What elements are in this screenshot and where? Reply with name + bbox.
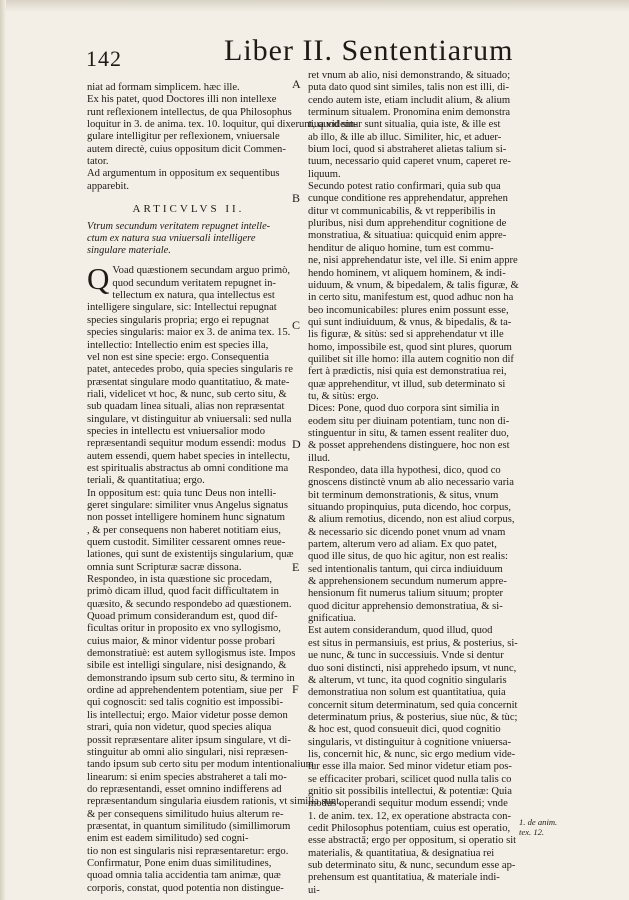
text-line: esse abstractā; ergo per oppositum, si operatio sit xyxy=(308,835,517,847)
text-line: & posset apprehendens distinguere, hoc non est xyxy=(308,440,510,452)
text-line: Ex his patet, quod Doctores illi non intellexe xyxy=(87,94,277,106)
text-line: qui sunt indiuiduum, & vnus, & bipedalis, & ta- xyxy=(308,316,512,328)
page-number: 142 xyxy=(86,46,122,71)
text-line: quæsito, & secundo respondebo ad quæstionem. xyxy=(87,598,292,610)
text-line: illud. xyxy=(308,452,331,464)
text-line: autem directè, cuius oppositum dicit Commen- xyxy=(87,143,286,155)
text-line: determinatum prius, & posterius, siue nùc, & tùc; xyxy=(308,711,518,723)
text-line: & per consequens similitudo huius alterum re- xyxy=(87,808,284,820)
text-line: geret singulare: similiter vnus Angelus signatus xyxy=(87,499,288,511)
text-line: ret vnum ab alio, nisi demonstrando, & situado; xyxy=(308,70,511,81)
text-line: corporis, constat, quod potentia non distingue- xyxy=(87,882,284,894)
text-line: hensionum fit numerus talium situum; propter xyxy=(308,588,504,600)
text-line: singularis, vt distinguitur à cognitione vniuersa- xyxy=(308,736,512,748)
text-line: & alium remotius, dicendo, non est aliud corpus, xyxy=(308,514,515,526)
text-line: quoad omnia talia accidentia tam animæ, quæ xyxy=(87,870,281,882)
text-line: situando propinquius, puta dicendo, hoc corpus, xyxy=(308,502,512,514)
text-line: ab illo, & ille ab illuc. Similiter, hic, et aduer- xyxy=(308,131,502,143)
text-line: eodem situ per diuinam potentiam, tunc non di- xyxy=(308,415,510,427)
text-line: Secundo potest ratio confirmari, quia sub qua xyxy=(308,181,501,193)
text-line: tiua videntur sunt situalia, quia iste, & ille est xyxy=(308,119,501,131)
drop-cap: Q xyxy=(87,261,110,297)
text-line: cuius maior, & minor videntur posse probari xyxy=(87,635,276,647)
text-line: lis intellectui; ergo. Maior videtur posse demon xyxy=(87,709,288,721)
text-line: est situs in permansiuis, est prius, & posterius, si- xyxy=(308,637,518,649)
text-line: species singularis: maior ex 3. de anima tex. 15. xyxy=(87,327,291,339)
text-line: intelligere singulare, sic: Intellectui repugnat xyxy=(87,302,277,314)
text-line: & necessario sic dicendo ponet vnum ad vnam xyxy=(308,526,506,538)
text-line: liquum. xyxy=(308,168,341,180)
text-line: gulare intelligitur per reflexionem, vniuersale xyxy=(87,131,280,143)
text-line: autem essendi, quem habet species in intellectu, xyxy=(87,450,290,462)
text-line: primò dicam illud, quod facit difficultatem in xyxy=(87,586,279,598)
text-line: , & per consequens non haberet notitiam eius, xyxy=(87,524,281,536)
text-line: stinguentur in situ, & tamen essent realiter duo, xyxy=(308,427,509,439)
text-line: quod dicitur apprehensio demonstratiua, & si- xyxy=(308,600,503,612)
margin-marker-d: D xyxy=(292,437,301,451)
text-line: Dices: Pone, quod duo corpora sint similia in xyxy=(308,403,500,415)
article-title: ARTICVLVS II. xyxy=(132,203,245,216)
text-line: se efficaciter probari, scilicet quod nulla talis co xyxy=(308,773,512,785)
text-line: in certo situ, manifestum est, quod adhuc non ha xyxy=(308,292,514,304)
text-line: cendo autem iste, etiam includit alium, & alium xyxy=(308,94,511,106)
margin-marker-b: B xyxy=(292,191,301,205)
text-line: bium loci, quod si abstraheret alietas talium si- xyxy=(308,144,507,156)
text-line: linearum: si enim species abstraheret a tali mo- xyxy=(87,771,287,783)
article-question xyxy=(87,221,290,257)
text-line: partem, alterum vero ad aliam. Ex quo patet, xyxy=(308,539,497,551)
text-line: possit repræsentare aliter ipsum singulare, vt di- xyxy=(87,734,291,746)
text-line: riali, videlicet vt hoc, & nunc, sub certo situ, & xyxy=(87,388,287,400)
text-line: bit terminum demonstrationis, & situs, vnum xyxy=(308,489,499,501)
text-line: tur esse illa maior. Sed minor videtur etiam pos- xyxy=(308,761,512,773)
question-line: ctum ex natura sua vniuersali intelligere xyxy=(87,233,256,245)
text-line: lationes, qui sunt de existentijs singularium, quæ xyxy=(87,549,294,561)
text-line: species in intellectu est vniuersalior modo xyxy=(87,425,265,437)
text-line: qui cognoscit: sed talis cognitio est impossibi- xyxy=(87,697,283,709)
margin-marker-a: A xyxy=(292,77,301,91)
marginal-line: tex. 12. xyxy=(519,827,545,837)
text-line: concernit situm determinatum, sed quia concernit xyxy=(308,699,518,711)
text-line: demonstrando ipsum sub certo situ, & termino in xyxy=(87,672,295,684)
text-line: gnificatiua. xyxy=(308,613,356,625)
text-line: niat ad formam simplicem. hæc ille. xyxy=(87,82,240,93)
text-line: stinguitur ab omni alio singulari, nisi repræsen- xyxy=(87,746,288,758)
text-line: pluribus, nisi dum apprehenditur cognitione de xyxy=(308,218,507,230)
text-line: sub quadam linea situali, alias non repræsentat xyxy=(87,401,285,413)
text-line: præsentat singulare modo quantitatiuo, & mate- xyxy=(87,376,290,388)
text-line: ue nunc, & tunc in successiuis. Vnde si dentur xyxy=(308,650,504,662)
text-line: ui- xyxy=(308,884,320,896)
text-line: prehensum est quantitatiua, & materiale indi- xyxy=(308,872,500,884)
text-line: hendo hominem, vt aliquem hominem, & indi- xyxy=(308,267,506,279)
question-line: Vtrum secundum veritatem repugnet intelle- xyxy=(87,221,271,233)
text-line: & hoc est, quod consueuit dici, quod cognitio xyxy=(308,724,501,736)
text-line: modus operandi sequitur modum essendi; vnde xyxy=(308,798,508,810)
marginal-note xyxy=(519,817,557,837)
text-line: ficultas oritur in proposito ex vno syllogismo, xyxy=(87,623,281,635)
text-line: Respondeo, in ista quæstione sic procedam, xyxy=(87,574,273,586)
running-head: Liber II. Sententiarum xyxy=(224,34,514,67)
margin-marker-f: F xyxy=(292,682,299,696)
text-line: omnia sunt Scripturæ sacræ dissona. xyxy=(87,561,242,573)
text-line: Est autem considerandum, quod illud, quod xyxy=(308,625,493,637)
text-line: est spiritualis abstractus ab omni conditione ma xyxy=(87,462,289,474)
text-line: demonstratiuè: est autem syllogismus iste. Impos xyxy=(87,648,296,660)
text-line: runt reflexionem intellectus, de qua Philosophus xyxy=(87,106,292,118)
text-line: tator. xyxy=(87,156,109,168)
text-line: In oppositum est: quia tunc Deus non intelli- xyxy=(87,487,277,499)
text-line: & apprehensionem secundum numerum appre- xyxy=(308,576,507,588)
text-line: species singularis propria; ergo ei repugnat xyxy=(87,314,269,326)
text-line: enim est eadem similitudo) sed cogni- xyxy=(87,833,249,845)
text-line: & alterum, vt tunc, ita quod cognitio singularis xyxy=(308,674,507,686)
text-line: vel non est sine specie: ergo. Consequentia xyxy=(87,351,269,363)
text-line: tio non est singularis nisi repræsentaretur: ergo. xyxy=(87,845,289,857)
text-line: Voad quæstionem secundam arguo primò, xyxy=(112,265,291,277)
text-line: duo soni distincti, nisi apprehedo ipsum, vt nunc, xyxy=(308,662,517,674)
text-line: teriali, & quantitatiua; ergo. xyxy=(87,475,205,487)
text-line: tuum, necessario quid caperet vnum, caperet re- xyxy=(308,156,511,168)
text-line: lis, concernit hic, & nunc, sic ergo medium vide- xyxy=(308,748,516,760)
marginal-line: 1. de anim. xyxy=(519,817,558,827)
page-top-edge xyxy=(0,0,629,12)
text-line: terminum situalem. Pronomina enim demonstra xyxy=(308,107,511,119)
right-column xyxy=(308,70,519,897)
text-line: monstratiua, & situatiua: quicquid enim appre- xyxy=(308,230,507,242)
text-line: tu, & sitùs: ergo. xyxy=(308,390,379,402)
text-line: Confirmatur, Pone enim duas similitudines, xyxy=(87,857,272,869)
text-line: quem custodit. Similiter cessarent omnes reue- xyxy=(87,537,286,548)
text-line: quod ille situs, de quo hic agitur, non est realis: xyxy=(308,551,508,563)
text-line: intellectio: Intellectio enim est species illa, xyxy=(87,339,269,351)
margin-marker-c: C xyxy=(292,318,301,332)
text-line: ordine ad apprehendentem potentiam, siue per xyxy=(87,685,283,697)
text-line: Ad argumentum in oppositum ex sequentibus xyxy=(87,168,280,180)
text-line: patet, antecedes probo, quia species singularis re xyxy=(87,364,293,376)
page-left-edge xyxy=(0,0,6,900)
text-line: homo, impossibile est, quod sint plures, quorum xyxy=(308,341,512,353)
text-line: Quoad primum considerandum est, quod dif- xyxy=(87,611,278,623)
text-line: demonstratiua non solum est quantitatiua, quia xyxy=(308,687,506,699)
text-line: henditur de aliquo homine, tum est commu- xyxy=(308,242,494,254)
text-line: beo incomunicabiles: plures enim possunt esse, xyxy=(308,304,509,316)
text-line: uiduum, & vnum, & bipedalem, & talis figuræ, & xyxy=(308,279,519,291)
text-line: non posset intelligere hominem hunc signatum xyxy=(87,512,286,524)
text-line: 1. de anim. tex. 12, ex operatione abstracta con- xyxy=(308,810,511,822)
text-line: gnitio sit possibilis intellectui, & potentiæ: Quia xyxy=(308,785,512,797)
text-line: tellectum ex natura, qua intellectus est xyxy=(112,290,275,302)
margin-marker-e: E xyxy=(292,560,300,574)
text-line: repræsentandi sequitur modum essendi: modus xyxy=(87,438,286,450)
text-line: loquitur in 3. de anima. tex. 10. loquitur, qui dixerunt, quod sin- xyxy=(87,119,358,131)
text-line: puta dato quod sint similes, talis non est illi, di- xyxy=(308,82,509,94)
text-line: quilibet sit ille homo: illa autem cognitio non dif xyxy=(308,353,514,365)
text-line: quod secundum veritatem repugnet in- xyxy=(112,277,276,289)
text-line: quæ apprehenditur, vt illud, sub determinato si xyxy=(308,378,506,390)
text-line: fert à prædictis, nisi quia est demonstratiua rei, xyxy=(308,366,507,378)
text-line: Respondeo, data illa hypothesi, dico, quod co xyxy=(308,465,501,476)
text-line: do repræsentandi, esset omnino indifferens ad xyxy=(87,783,282,795)
text-line: sed intentionalis tantum, qui circa indiuiduum xyxy=(308,563,503,575)
text-line: singulare, vt distinguitur ab vniuersali: sed nulla xyxy=(87,413,292,425)
text-line: apparebit. xyxy=(87,180,130,192)
text-line: lis figuræ, & sitùs: sed si apprehendatur vt ille xyxy=(308,329,504,341)
text-line: ne, nisi apprehendatur iste, vel ille. Si enim appre xyxy=(308,255,518,267)
text-line: tando ipsum sub certo situ per modum intentionalium xyxy=(87,759,314,771)
text-line: sibile est intelligi singulare, nisi designando, & xyxy=(87,660,287,672)
text-line: cedit Philosophus potentiam, cuius est operatio, xyxy=(308,822,511,834)
question-line: singulare materiale. xyxy=(87,245,171,257)
text-line: gnoscens distinctè vnum ab alio necessario varia xyxy=(308,477,514,489)
text-line: sub determinato situ, & nunc, secundum esse ap- xyxy=(308,860,516,871)
text-line: præsentat, in quantum similitudo (simillimorum xyxy=(87,820,291,832)
text-line: materialis, & quantitatiua, & designatiua rei xyxy=(308,847,495,859)
text-line: ditur vt communicabilis, & vt repperibilis in xyxy=(308,205,496,217)
text-line: repræsentandum singularia eiusdem rationis, vt similia sunt, xyxy=(87,796,342,808)
text-line: strari, quia non videtur, quod species aliqua xyxy=(87,722,272,734)
text-line: cunque conditione res apprehendatur, apprehen xyxy=(308,193,508,205)
